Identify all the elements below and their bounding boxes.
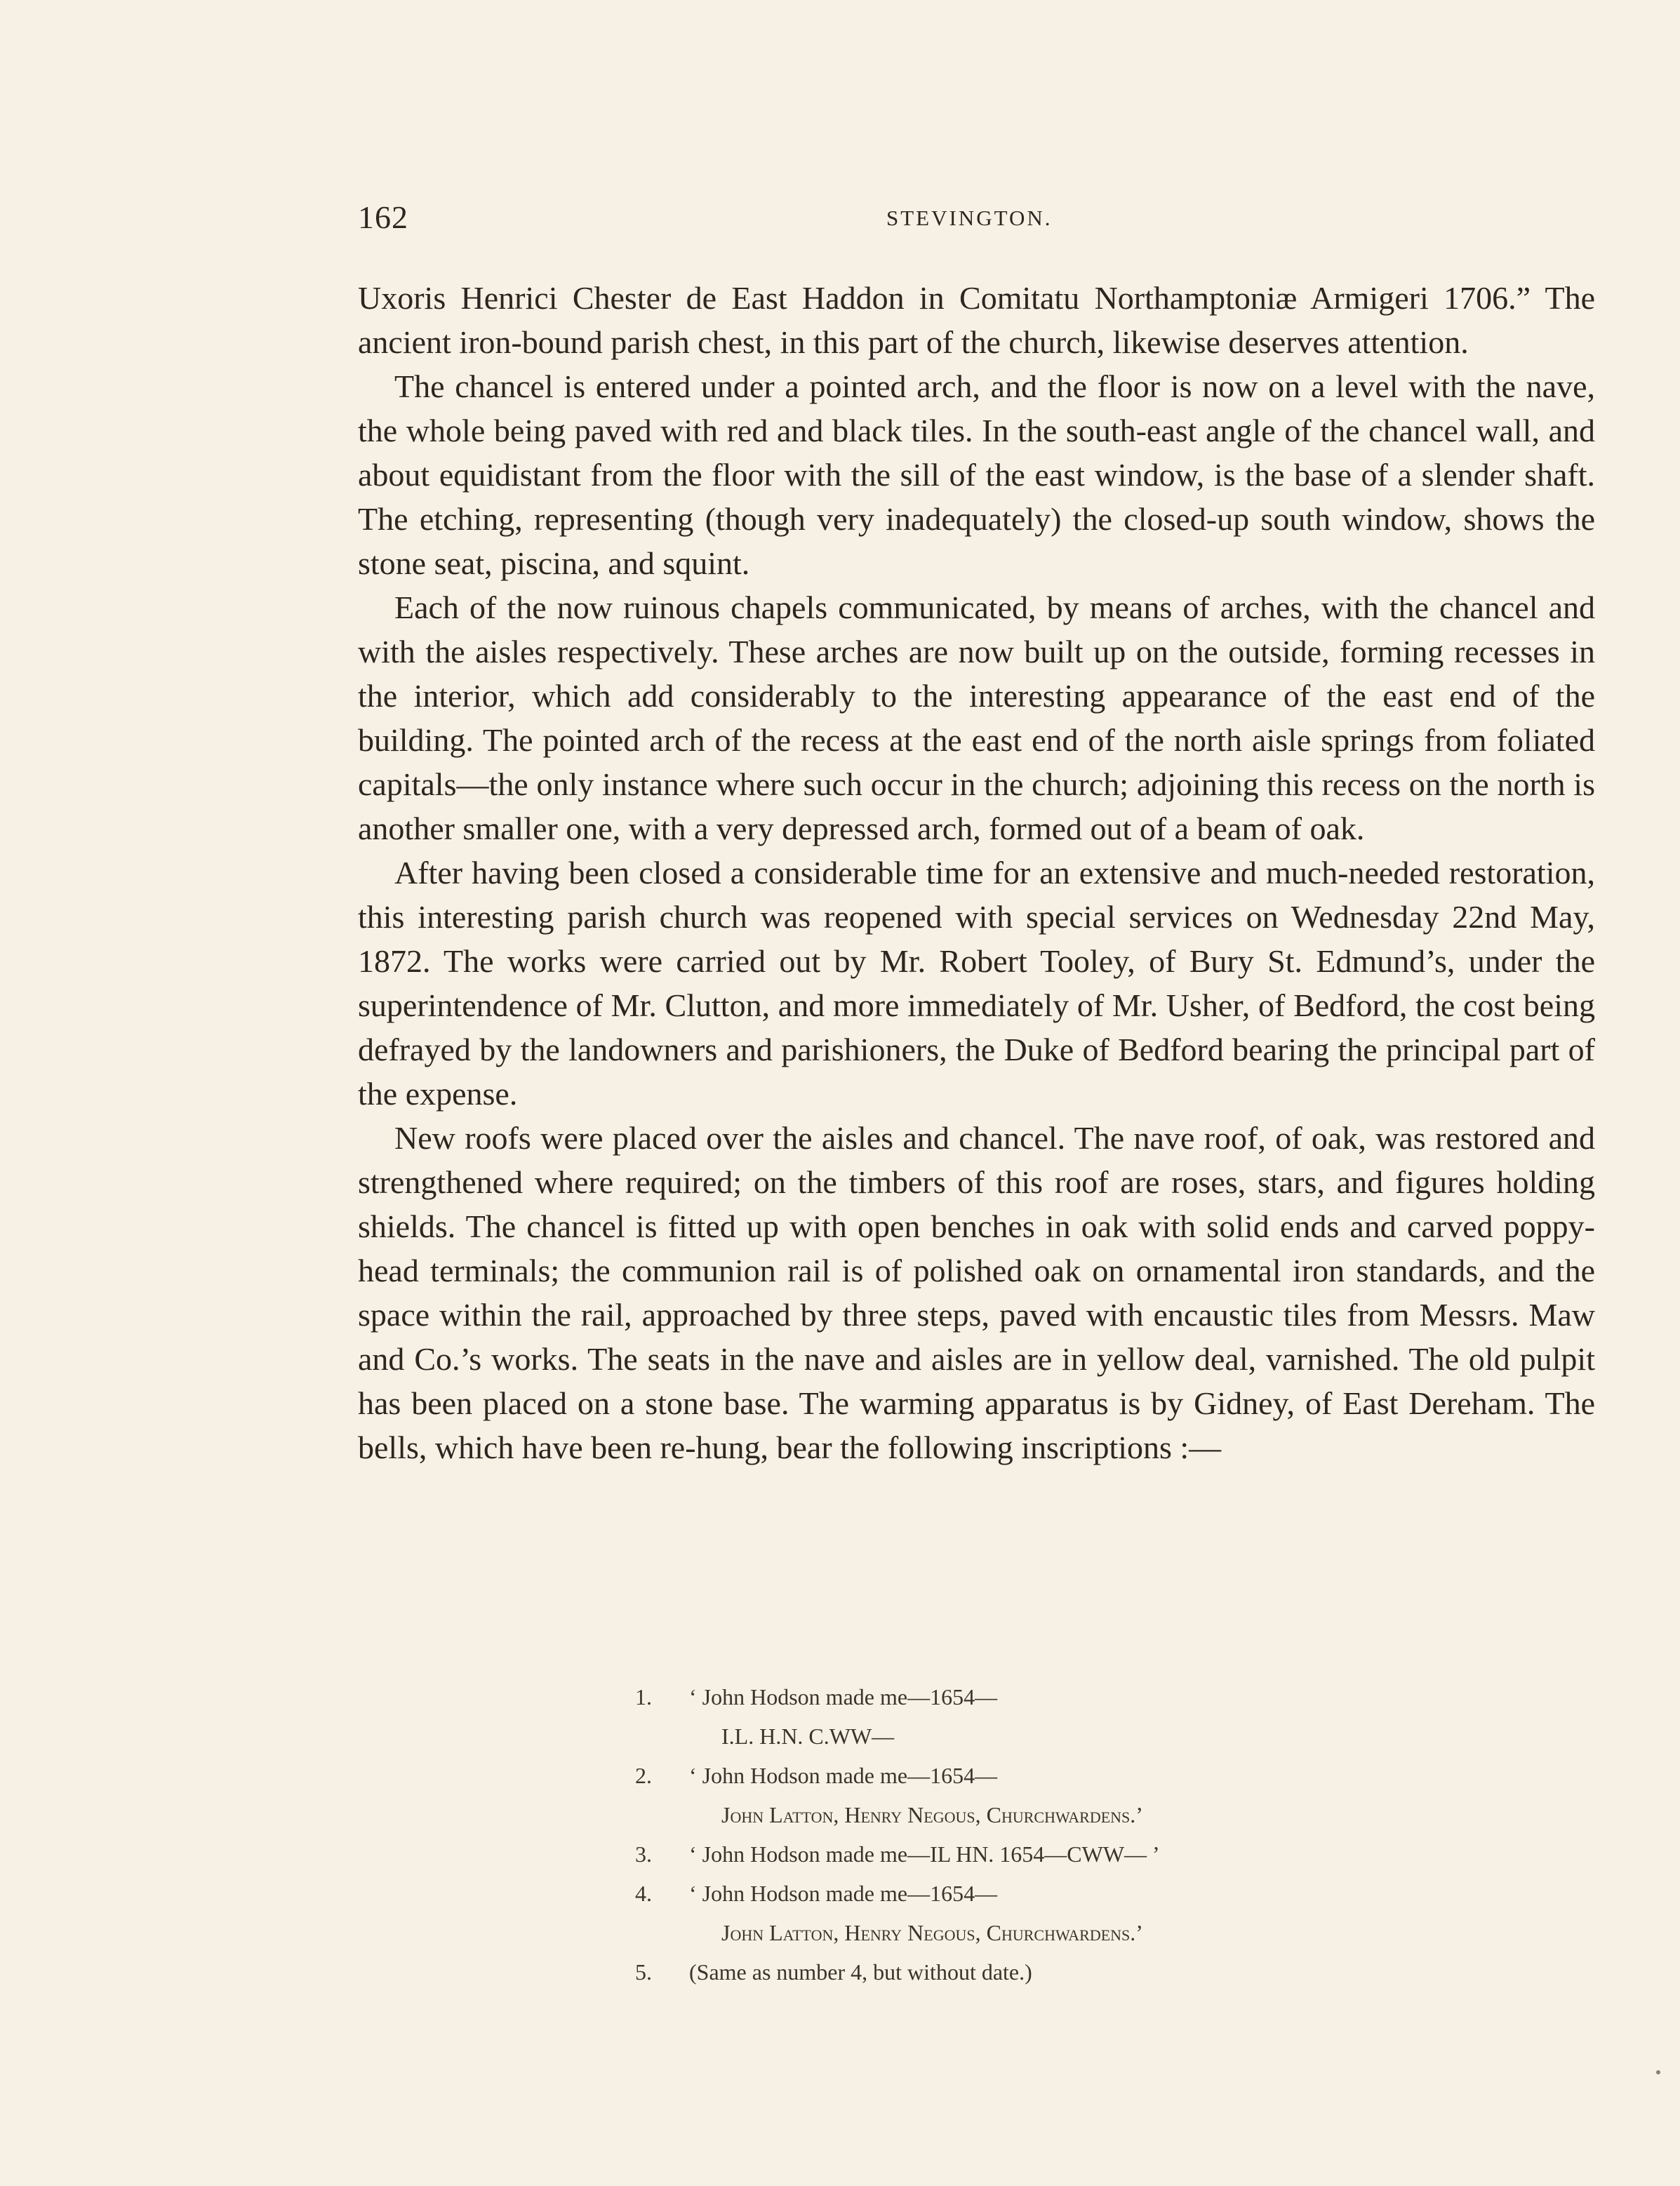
inscription-number: 3.	[635, 1841, 652, 1867]
inscription-line: John Latton, Henry Negous, Churchwardens.’	[721, 1802, 1143, 1827]
paragraph-continuation: Uxoris Henrici Chester de East Haddon in Comitatu Northamptoniæ Armigeri 1706.” The ancient iron-bound parish chest, in this part of the church, likewise deserves attention.	[358, 280, 1595, 360]
inscription-line: ‘ John Hodson made me—IL HN. 1654—CWW— ’	[689, 1841, 1160, 1867]
inscription-number: 1.	[635, 1684, 652, 1710]
paper-speck	[1656, 2070, 1660, 2074]
inscription-item	[625, 1952, 1467, 1992]
inscription-number: 2.	[635, 1763, 652, 1788]
inscription-line: ‘ John Hodson made me—1654—	[689, 1763, 998, 1788]
paragraph-roofs: New roofs were placed over the aisles and chancel. The nave roof, of oak, was restored and strengthened where required; on the timbers of this roof are roses, stars, and figures holding shields. The chancel is fitted up with open benches in oak with solid ends and carved poppy-head terminals; the communion rail is of polished oak on ornamental iron standards, and the space within the rail, approached by three steps, paved with encaustic tiles from Messrs. Maw and Co.’s works. The seats in the nave and aisles are in yellow deal, varnished. The old pulpit has been placed on a stone base. The warming apparatus is by Gidney, of East Dereham. The bells, which have been re-hung, bear the following inscriptions :—	[358, 1120, 1595, 1465]
running-title: STEVINGTON.	[886, 206, 1053, 230]
inscription-item	[625, 1874, 1467, 1952]
inscription-item	[625, 1834, 1467, 1874]
inscription-line: I.L. H.N. C.WW—	[721, 1724, 895, 1749]
inscription-line: ‘ John Hodson made me—1654—	[689, 1881, 998, 1906]
inscription-line: ‘ John Hodson made me—1654—	[689, 1684, 998, 1710]
page-header	[358, 199, 1600, 241]
inscription-item	[625, 1677, 1467, 1756]
inscription-number: 4.	[635, 1881, 652, 1906]
paragraph-restoration: After having been closed a considerable time for an extensive and much-needed restoration, this interesting parish church was reopened with special services on Wednesday 22nd May, 1872. The works were carried out by Mr. Robert Tooley, of Bury St. Edmund’s, under the superintendence of Mr. Clutton, and more immediately of Mr. Usher, of Bedford, the cost being defrayed by the landowners and parishioners, the Duke of Bedford bearing the principal part of the expense.	[358, 855, 1595, 1112]
page-number: 162	[358, 199, 408, 235]
bell-inscriptions-list	[625, 1677, 1467, 1992]
inscription-line: John Latton, Henry Negous, Churchwardens.’	[721, 1920, 1143, 1945]
paragraph-chapels: Each of the now ruinous chapels communicated, by means of arches, with the chancel and with the aisles respectively. These arches are now built up on the outside, forming recesses in the interior, which add considerably to the interesting appearance of the east end of the building. The pointed arch of the recess at the east end of the north aisle springs from foliated capitals—the only instance where such occur in the church; adjoining this recess on the north is another smaller one, with a very depressed arch, formed out of a beam of oak.	[358, 589, 1595, 846]
body-text	[358, 276, 1595, 1469]
inscription-item	[625, 1756, 1467, 1834]
inscription-line: (Same as number 4, but without date.)	[689, 1959, 1032, 1985]
inscription-number: 5.	[635, 1959, 652, 1985]
paragraph-chancel: The chancel is entered under a pointed arch, and the floor is now on a level with the nave, the whole being paved with red and black tiles. In the south-east angle of the chancel wall, and about equidistant from the floor with the sill of the east window, is the base of a slender shaft. The etching, representing (though very inadequately) the closed-up south window, shows the stone seat, piscina, and squint.	[358, 368, 1595, 581]
